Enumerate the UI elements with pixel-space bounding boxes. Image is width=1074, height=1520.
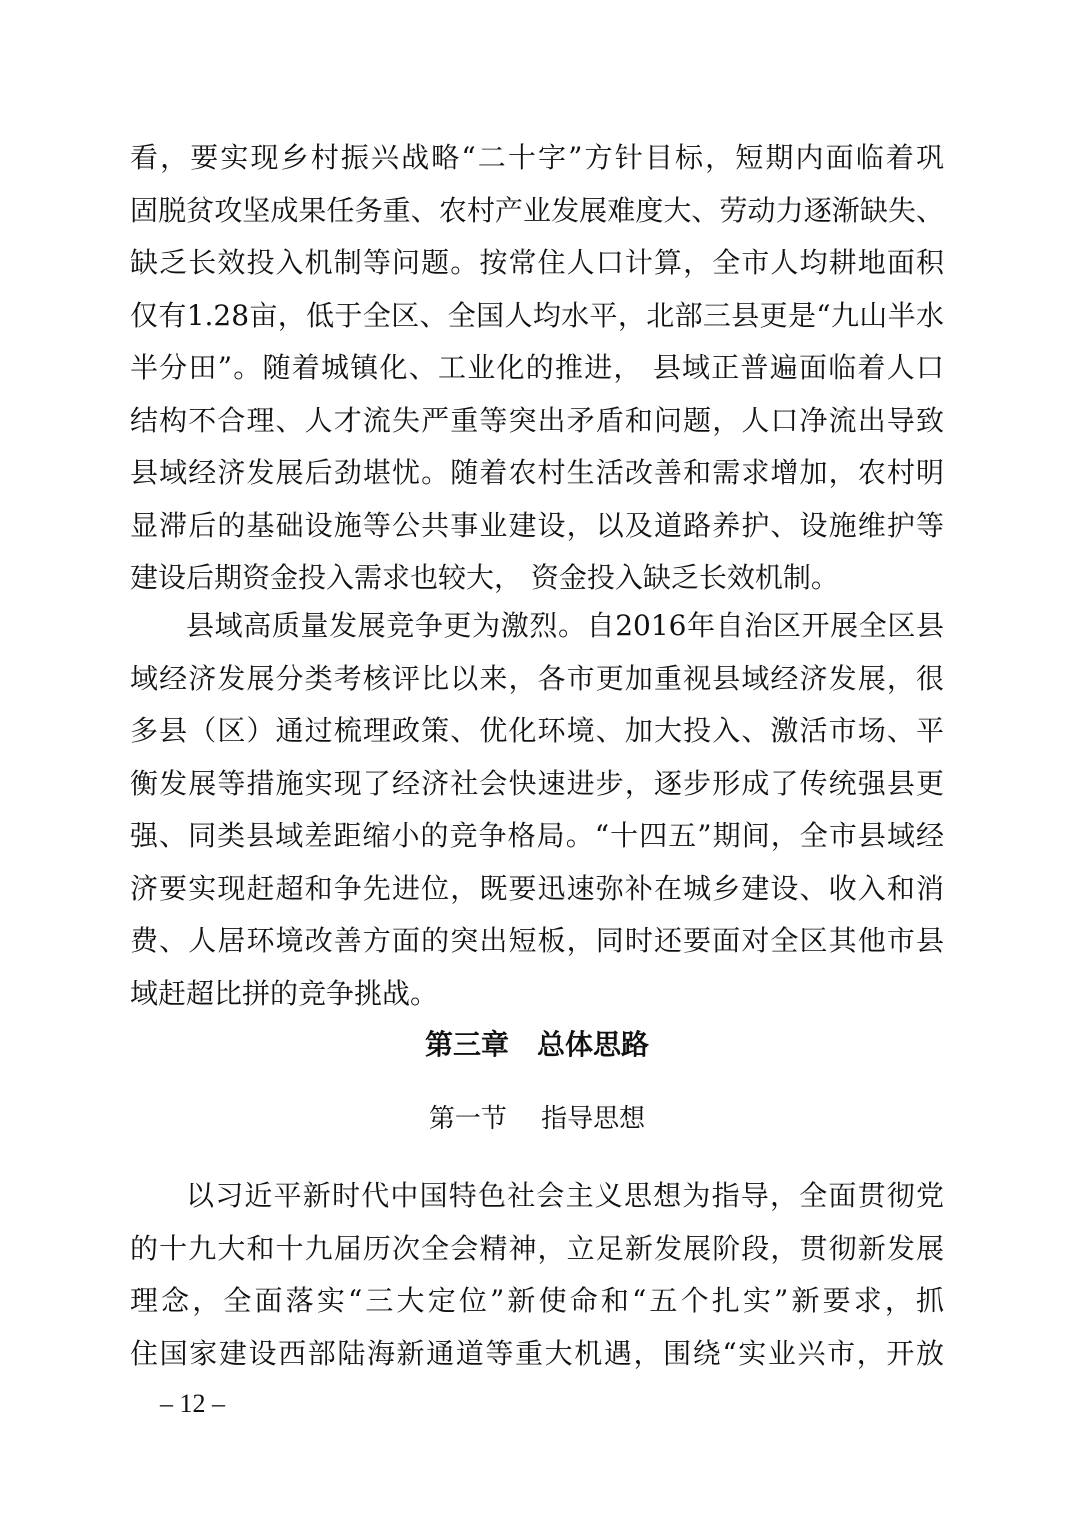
paragraph-county-competition (130, 600, 944, 1020)
paragraph-line: 的十九大和十九届历次全会精神，立足新发展阶段，贯彻新发展 (130, 1231, 944, 1265)
paragraph-line: 域经济发展分类考核评比以来，各市更加重视县域经济发展，很 (130, 661, 944, 695)
paragraph-line: 费、人居环境改善方面的突出短板，同时还要面对全区其他市县 (130, 924, 944, 957)
paragraph-line: 缺乏长效投入机制等问题。按常住人口计算，全市人均耕地面积 (130, 246, 944, 279)
paragraph-line: 仅有1.28亩，低于全区、全国人均水平，北部三县更是“九山半水 (130, 298, 944, 332)
chapter-title: 第三章 总体思路 (424, 1028, 649, 1061)
paragraph-line: 衡发展等措施实现了经济社会快速进步，逐步形成了传统强县更 (130, 766, 944, 800)
paragraph-line: 半分田”。随着城镇化、工业化的推进， 县域正普遍面临着人口 (130, 351, 944, 384)
paragraph-line: 以习近平新时代中国特色社会主义思想为指导，全面贯彻党 (186, 1179, 944, 1212)
paragraph-guiding-ideology (130, 1170, 944, 1380)
paragraph-line: 固脱贫攻坚成果任务重、农村产业发展难度大、劳动力逐渐缺失、 (130, 193, 944, 227)
paragraph-rural-revitalization (130, 132, 944, 605)
paragraph-line: 显滞后的基础设施等公共事业建设，以及道路养护、设施维护等 (130, 508, 944, 542)
paragraph-line: 县域经济发展后劲堪忧。随着农村生活改善和需求增加，农村明 (130, 456, 944, 489)
paragraph-line: 域赶超比拼的竞争挑战。 (130, 976, 439, 1010)
paragraph-line: 看，要实现乡村振兴战略“二十字”方针目标，短期内面临着巩 (130, 141, 944, 174)
paragraph-line: 结构不合理、人才流失严重等突出矛盾和问题，人口净流出导致 (130, 403, 944, 437)
paragraph-line: 理念，全面落实“三大定位”新使命和“五个扎实”新要求，抓 (130, 1284, 944, 1317)
page-number: – 12 – (160, 1389, 225, 1418)
section-title: 第一节 指导思想 (428, 1104, 646, 1134)
paragraph-line: 济要实现赶超和争先进位，既要迅速弥补在城乡建设、收入和消 (130, 871, 944, 905)
paragraph-line: 建设后期资金投入需求也较大， 资金投入缺乏长效机制。 (130, 561, 839, 594)
paragraph-line: 多县（区）通过梳理政策、优化环境、加大投入、激活市场、平 (130, 714, 944, 747)
paragraph-line: 住国家建设西部陆海新通道等重大机遇，围绕“实业兴市，开放 (130, 1336, 944, 1370)
paragraph-line: 县域高质量发展竞争更为激烈。自2016年自治区开展全区县 (186, 609, 944, 642)
paragraph-line: 强、同类县域差距缩小的竞争格局。“十四五”期间，全市县域经 (130, 819, 944, 852)
